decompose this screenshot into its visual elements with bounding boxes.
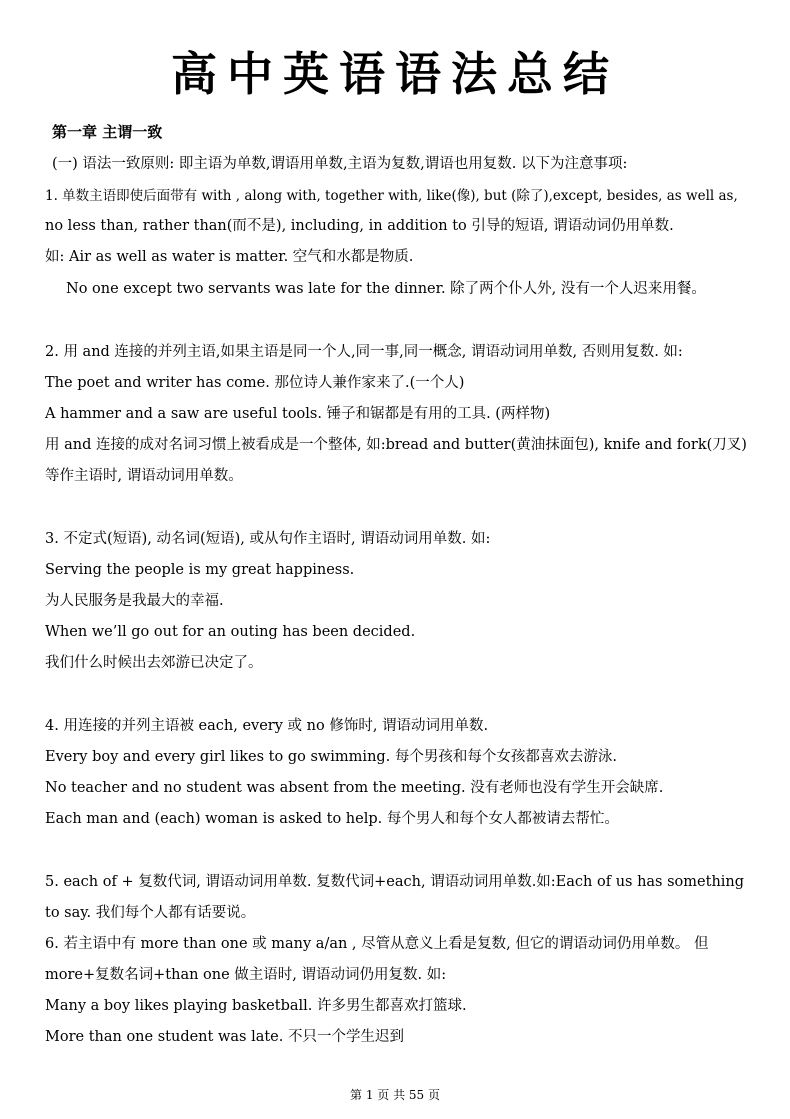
text-line: Serving the people is my great happiness.: [45, 562, 355, 578]
text-line: More than one student was late. 不只一个学生迟到: [45, 1029, 404, 1045]
text-line: A hammer and a saw are useful tools. 锤子和锯都是有用的工具. (两样物): [45, 406, 551, 422]
text-line: 等作主语时, 谓语动词用单数。: [45, 468, 243, 484]
text-line: 1. 单数主语即使后面带有 with , along with, together with, like(像), but (除了),except, besides, as well as,: [45, 188, 738, 204]
text-line: 为人民服务是我最大的幸福.: [45, 593, 224, 609]
text-line: (一) 语法一致原则: 即主语为单数,谓语用单数,主语为复数,谓语也用复数. 以下为注意事项:: [52, 156, 628, 172]
text-line: Every boy and every girl likes to go swimming. 每个男孩和每个女孩都喜欢去游泳.: [45, 749, 618, 765]
text-line: 2. 用 and 连接的并列主语,如果主语是同一个人,同一事,同一概念, 谓语动词用单数, 否则用复数. 如:: [45, 344, 683, 360]
text-line: No teacher and no student was absent from the meeting. 没有老师也没有学生开会缺席.: [45, 780, 664, 796]
text-line: Many a boy likes playing basketball. 许多男生都喜欢打篮球.: [45, 998, 467, 1014]
page-footer: 第 1 页 共 55 页: [350, 1088, 440, 1102]
text-line: no less than, rather than(而不是), including, in addition to 引导的短语, 谓语动词仍用单数.: [45, 218, 674, 234]
text-line: to say. 我们每个人都有话要说。: [45, 905, 256, 921]
text-line: 4. 用连接的并列主语被 each, every 或 no 修饰时, 谓语动词用单数.: [45, 718, 489, 734]
text-line: 3. 不定式(短语), 动名词(短语), 或从句作主语时, 谓语动词用单数. 如:: [45, 531, 491, 547]
text-line: When we’ll go out for an outing has been decided.: [45, 624, 416, 640]
text-line: 5. each of + 复数代词, 谓语动词用单数. 复数代词+each, 谓语动词用单数.如:Each of us has something: [45, 874, 745, 890]
text-line: more+复数名词+than one 做主语时, 谓语动词仍用复数. 如:: [45, 967, 447, 983]
text-line: 6. 若主语中有 more than one 或 many a/an , 尽管从意义上看是复数, 但它的谓语动词仍用单数。 但: [45, 936, 709, 952]
document-title: 高中英语语法总结: [171, 47, 619, 101]
text-line: No one except two servants was late for the dinner. 除了两个仆人外, 没有一个人迟来用餐。: [66, 281, 706, 297]
chapter-heading: 第一章 主谓一致: [52, 123, 163, 141]
text-line: 如: Air as well as water is matter. 空气和水都是物质.: [45, 249, 414, 265]
text-line: 我们什么时候出去郊游已决定了。: [45, 655, 263, 671]
text-line: The poet and writer has come. 那位诗人兼作家来了.(一个人): [45, 375, 465, 391]
text-line: Each man and (each) woman is asked to help. 每个男人和每个女人都被请去帮忙。: [45, 811, 619, 827]
text-line: 用 and 连接的成对名词习惯上被看成是一个整体, 如:bread and butter(黄油抹面包), knife and fork(刀叉): [45, 437, 747, 453]
